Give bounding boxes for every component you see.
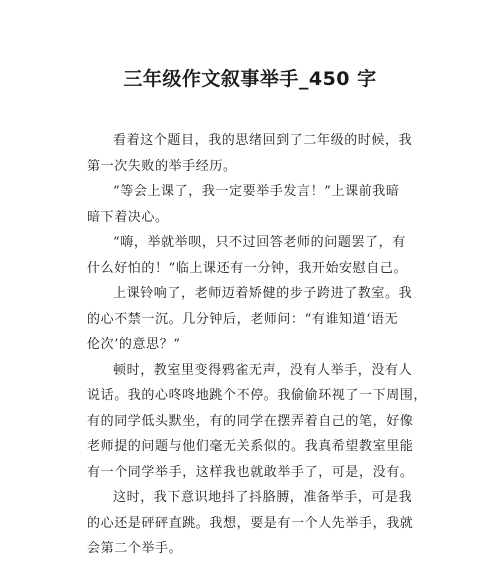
text-line: 伦次’的意思？” [87,337,181,352]
text-line: 上课铃响了，老师迈着矫健的步子跨进了教室。我 [113,286,413,301]
text-line: 这时，我下意识地抖了抖胳膊，准备举手，可是我 [113,490,413,505]
text-line: “嗨，举就举呗，只不过回答老师的问题罢了，有 [113,235,406,250]
paragraph-2 [87,179,423,230]
text-line: 会第二个举手。 [87,541,183,556]
text-line: 有的同学低头默坐，有的同学在摆弄着自己的笔，好像 [87,413,414,429]
paragraph-3 [87,230,423,281]
text-line: 顿时，教室里变得鸦雀无声，没有人举手，没有人 [113,362,413,378]
text-line: 看着这个题目，我的思绪回到了二年级的时候，我 [113,133,413,148]
text-line: 老师提的问题与他们毫无关系似的。我真希望教室里能 [87,439,414,454]
text-line: 暗下着决心。 [87,209,169,225]
paragraph-6 [87,485,423,562]
text-line: 什么好怕的！”临上课还有一分钟，我开始安慰自己。 [87,260,408,276]
document-title: 三年级作文叙事举手_450 字 [123,68,377,90]
text-line: 说话。我的心咚咚地跳个不停。我偷偷环视了一下周围， [87,388,428,403]
paragraph-4 [87,281,423,358]
paragraph-1 [87,128,423,179]
text-line: 的心还是砰砰直跳。我想，要是有一个人先举手，我就 [87,515,414,531]
text-line: 有一个同学举手，这样我也就敢举手了，可是，没有。 [87,464,414,480]
text-line: 第一次失败的举手经历。 [87,158,237,174]
text-line: “等会上课了，我一定要举手发言！”上课前我暗 [113,184,400,199]
text-line: 的心不禁一沉。几分钟后，老师问：“有谁知道‘语无 [87,311,399,327]
document-body [87,128,428,562]
paragraph-5 [87,358,428,486]
